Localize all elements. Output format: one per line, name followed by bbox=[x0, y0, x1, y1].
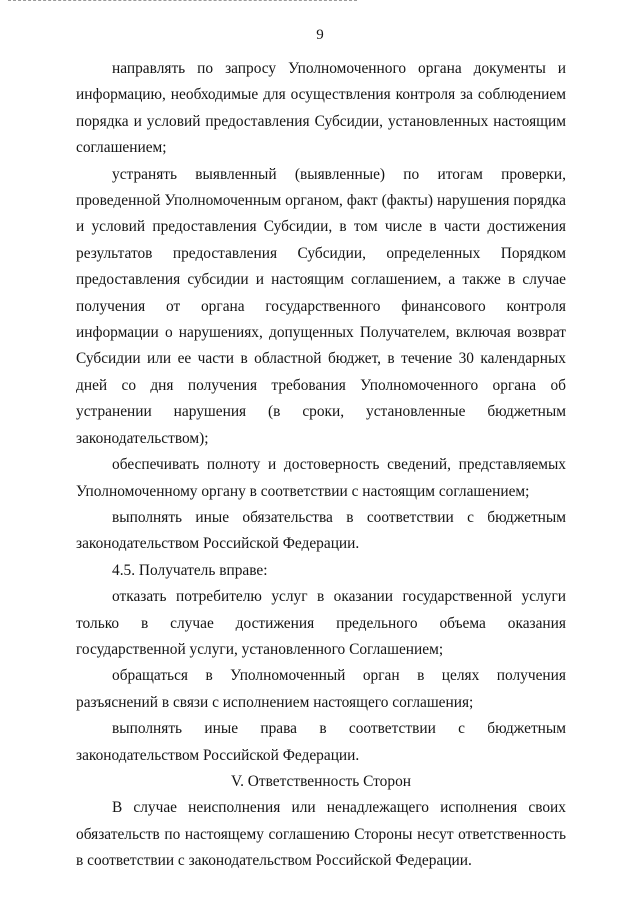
paragraph-ensure-accuracy: обеспечивать полноту и достоверность сведений, представляемых Уполномоченному органу в соответствии с настоящим соглашением; bbox=[76, 456, 566, 500]
section-heading: V. Ответственность Сторон bbox=[230, 772, 412, 790]
paragraph-request-clarifications: обращаться в Уполномоченный орган в целях получения разъяснений в связи с исполнением настоящего соглашения; bbox=[76, 667, 566, 711]
paragraph-other-rights: выполнять иные права в соответствии с бюджетным законодательством Российской Федерации. bbox=[76, 720, 566, 764]
paragraph-submit-documents: направлять по запросу Уполномоченного органа документы и информацию, необходимые для осуществления контроля за соблюдением порядка и условий предоставления Субсидии, установленных настоящим соглашением; bbox=[76, 60, 566, 157]
paragraph-refuse-service: отказать потребителю услуг в оказании государственной услуги только в случае достижения предельного объема оказания государственной услуги, установленного Соглашением; bbox=[76, 588, 566, 658]
document-body bbox=[76, 56, 566, 875]
top-dashed-rule bbox=[8, 0, 357, 1]
paragraph-liability: В случае неисполнения или ненадлежащего исполнения своих обязательств по настоящему соглашению Стороны несут ответственность в соответствии с законодательством Российской Федерации. bbox=[76, 799, 566, 870]
page-number: 9 bbox=[316, 27, 324, 43]
paragraph-recipient-rights-heading: 4.5. Получатель вправе: bbox=[112, 561, 268, 579]
paragraph-eliminate-violations: устранять выявленный (выявленные) по итогам проверки, проведенной Уполномоченным органом, факт (факты) нарушения порядка и условий предоставления Субсидии, в том числе в части достижения результатов предоставления Субсидии, определенных Порядком предоставления субсидии и настоящим соглашением, а также в случае получения от органа государственного финансового контроля информации о нарушениях, допущенных Получателем, включая возврат Субсидии или ее части в областной бюджет, в течение 30 календарных дней со дня получения требования Уполномоченного органа об устранении нарушения (в сроки, установленные бюджетным законодательством); bbox=[76, 165, 566, 447]
paragraph-other-obligations: выполнять иные обязательства в соответствии с бюджетным законодательством Российской Федерации. bbox=[76, 508, 566, 553]
